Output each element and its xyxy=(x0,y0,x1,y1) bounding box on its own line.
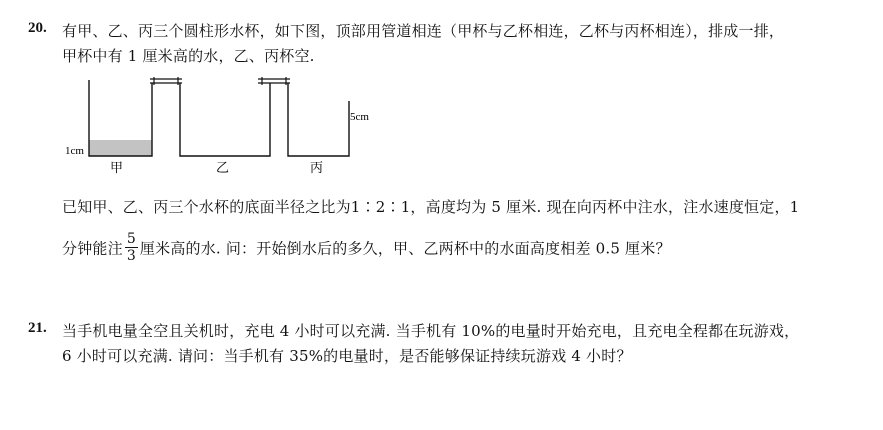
water-fill xyxy=(89,140,152,156)
question-number: 20. xyxy=(28,20,47,36)
pipe-b-c xyxy=(258,77,290,85)
question-text-line xyxy=(62,233,671,266)
fraction-denominator: 3 xyxy=(126,248,136,264)
question-text-line: 有甲、乙、丙三个圆柱形水杯，如下图，顶部用管道相连（甲杯与乙杯相连，乙杯与丙杯相连），排成一排， xyxy=(62,22,785,40)
question-text-line: 已知甲、乙、丙三个水杯的底面半径之比为1∶2∶1，高度均为 5 厘米. 现在向丙杯中注水，注水速度恒定，1 xyxy=(62,198,800,216)
label-5cm: 5cm xyxy=(350,111,369,123)
cup-label-a: 甲 xyxy=(110,161,124,176)
text-span: 分钟能注 xyxy=(62,239,123,258)
fraction xyxy=(125,231,138,264)
fraction-numerator: 5 xyxy=(126,231,136,247)
question-text-line: 6 小时可以充满. 请问：当手机有 35%的电量时，是否能够保证持续玩游戏 4 小时？ xyxy=(62,347,632,365)
question-text-line: 当手机电量全空且关机时，充电 4 小时可以充满. 当手机有 10%的电量时开始充电，且充电全程都在玩游戏， xyxy=(62,322,800,340)
cup-label-c: 丙 xyxy=(310,161,324,176)
cups-diagram xyxy=(60,76,390,176)
text-span: 厘米高的水. 问：开始倒水后的多久，甲、乙两杯中的水面高度相差 0.5 厘米？ xyxy=(139,239,671,258)
question-text-line: 甲杯中有 1 厘米高的水，乙、丙杯空. xyxy=(62,47,315,65)
question-number: 21. xyxy=(28,320,47,336)
label-1cm: 1cm xyxy=(65,145,84,157)
pipe-a-b xyxy=(150,77,182,85)
cup-label-b: 乙 xyxy=(216,161,230,176)
question-21 xyxy=(0,310,883,430)
